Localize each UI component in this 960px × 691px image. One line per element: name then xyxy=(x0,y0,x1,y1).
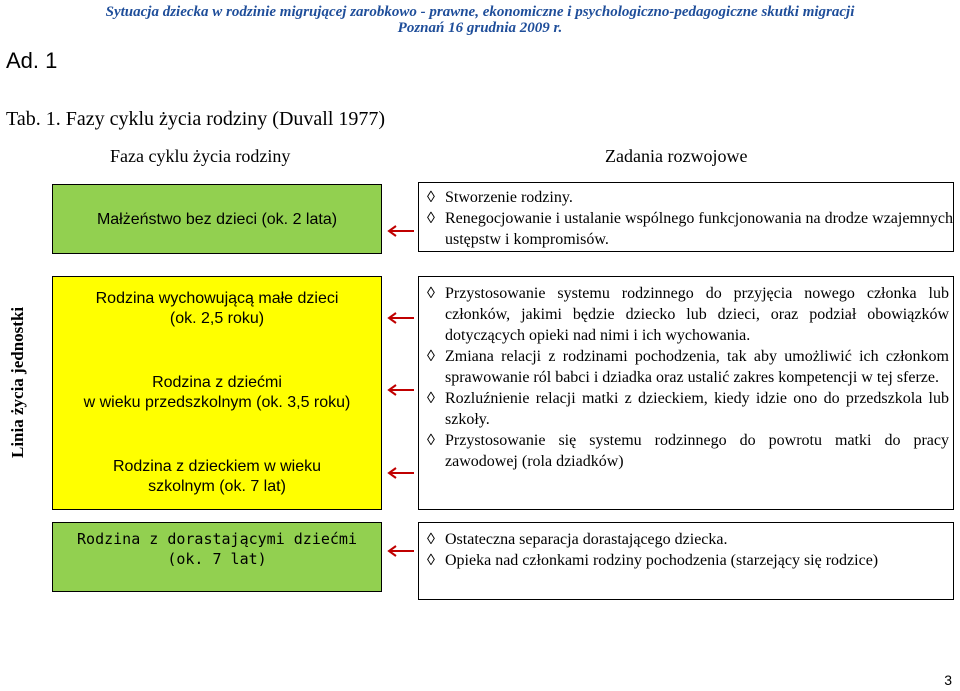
tasks-box-marriage xyxy=(418,182,954,252)
bullet-icon: ◊ xyxy=(427,189,435,206)
task-text: Zmiana relacji z rodzinami pochodzenia, tak aby umożliwić ich członkom sprawowanie ról babci i dziadka oraz ustalić zakres kompetencji w tej sferze. xyxy=(445,348,949,386)
task-item xyxy=(419,529,949,550)
vertical-axis-label: Linia życia jednostki xyxy=(8,306,27,458)
section-label: Ad. 1 xyxy=(6,48,58,73)
bullet-icon: ◊ xyxy=(427,390,435,407)
stage-label-line: w wieku przedszkolnym (ok. 3,5 roku) xyxy=(83,394,351,411)
stage-label-line: szkolnym (ok. 7 lat) xyxy=(148,478,286,495)
bullet-icon: ◊ xyxy=(427,552,435,569)
task-text: Rozluźnienie relacji matki z dzieckiem, kiedy idzie ono do przedszkola lub szkoły. xyxy=(445,390,949,428)
stage-school xyxy=(53,457,381,497)
stage-label-line: Rodzina z dzieckiem w wieku xyxy=(112,458,322,475)
stage-label-line: Rodzina z dorastającymi dziećmi xyxy=(77,530,357,548)
tasks-box-young-children xyxy=(418,276,954,510)
task-text: Przystosowanie się systemu rodzinnego do powrotu matki do pracy zawodowej (rola dziadków) xyxy=(445,432,949,470)
arrow-left-icon xyxy=(386,312,416,324)
bullet-icon: ◊ xyxy=(427,285,435,302)
task-text: Renegocjowanie i ustalanie wspólnego funkcjonowania na drodze wzajemnych ustępstw i kompromisów. xyxy=(445,210,953,248)
task-text: Stworzenie rodziny. xyxy=(445,189,573,206)
bullet-icon: ◊ xyxy=(427,348,435,365)
stage-label-line: (ok. 2,5 roku) xyxy=(169,310,265,327)
task-text: Opieka nad członkami rodziny pochodzenia (starzejący się rodzice) xyxy=(445,552,879,569)
arrow-left-icon xyxy=(386,545,416,557)
arrow-left-icon xyxy=(386,384,416,396)
tasks-box-teenagers xyxy=(418,522,954,600)
page-number: 3 xyxy=(944,672,952,688)
task-item xyxy=(419,388,949,430)
task-item xyxy=(419,346,949,388)
header-title: Sytuacja dziecka w rodzinie migrującej zarobkowo - prawne, ekonomiczne i psychologiczno-pedagogiczne skutki migracji xyxy=(105,4,855,20)
arrow-left-icon xyxy=(386,467,416,479)
arrow-left-icon xyxy=(386,225,416,237)
task-text: Ostateczna separacja dorastającego dziecka. xyxy=(445,531,728,548)
task-item xyxy=(419,283,949,346)
stage-small-children xyxy=(53,289,381,329)
bullet-icon: ◊ xyxy=(427,531,435,548)
stage-box-teenagers xyxy=(52,522,382,592)
stage-box-young-children xyxy=(52,276,382,510)
stage-box-marriage xyxy=(52,184,382,254)
bullet-icon: ◊ xyxy=(427,210,435,227)
task-item xyxy=(419,430,949,472)
task-item xyxy=(419,208,953,250)
stage-label-line: (ok. 7 lat) xyxy=(167,550,267,568)
column-header-tasks: Zadania rozwojowe xyxy=(605,146,748,166)
task-item xyxy=(419,550,949,571)
column-header-phase: Faza cyklu życia rodziny xyxy=(110,146,291,166)
header-date: Poznań 16 grudnia 2009 r. xyxy=(397,20,563,36)
stage-teenagers xyxy=(53,529,381,569)
stage-label: Małżeństwo bez dzieci (ok. 2 lata) xyxy=(96,210,338,228)
stage-preschool xyxy=(53,373,381,413)
stage-label-line: Rodzina z dziećmi xyxy=(152,374,282,391)
task-item xyxy=(419,187,953,208)
stage-label-line: Rodzina wychowującą małe dzieci xyxy=(95,290,339,307)
table-title: Tab. 1. Fazy cyklu życia rodziny (Duvall 1977) xyxy=(6,108,386,130)
bullet-icon: ◊ xyxy=(427,432,435,449)
task-text: Przystosowanie systemu rodzinnego do przyjęcia nowego członka lub członków, jakimi będzie dziecko lub dzieci, oraz podział obowiązków dotyczących opieki nad nimi i ich wychowania. xyxy=(445,285,949,344)
